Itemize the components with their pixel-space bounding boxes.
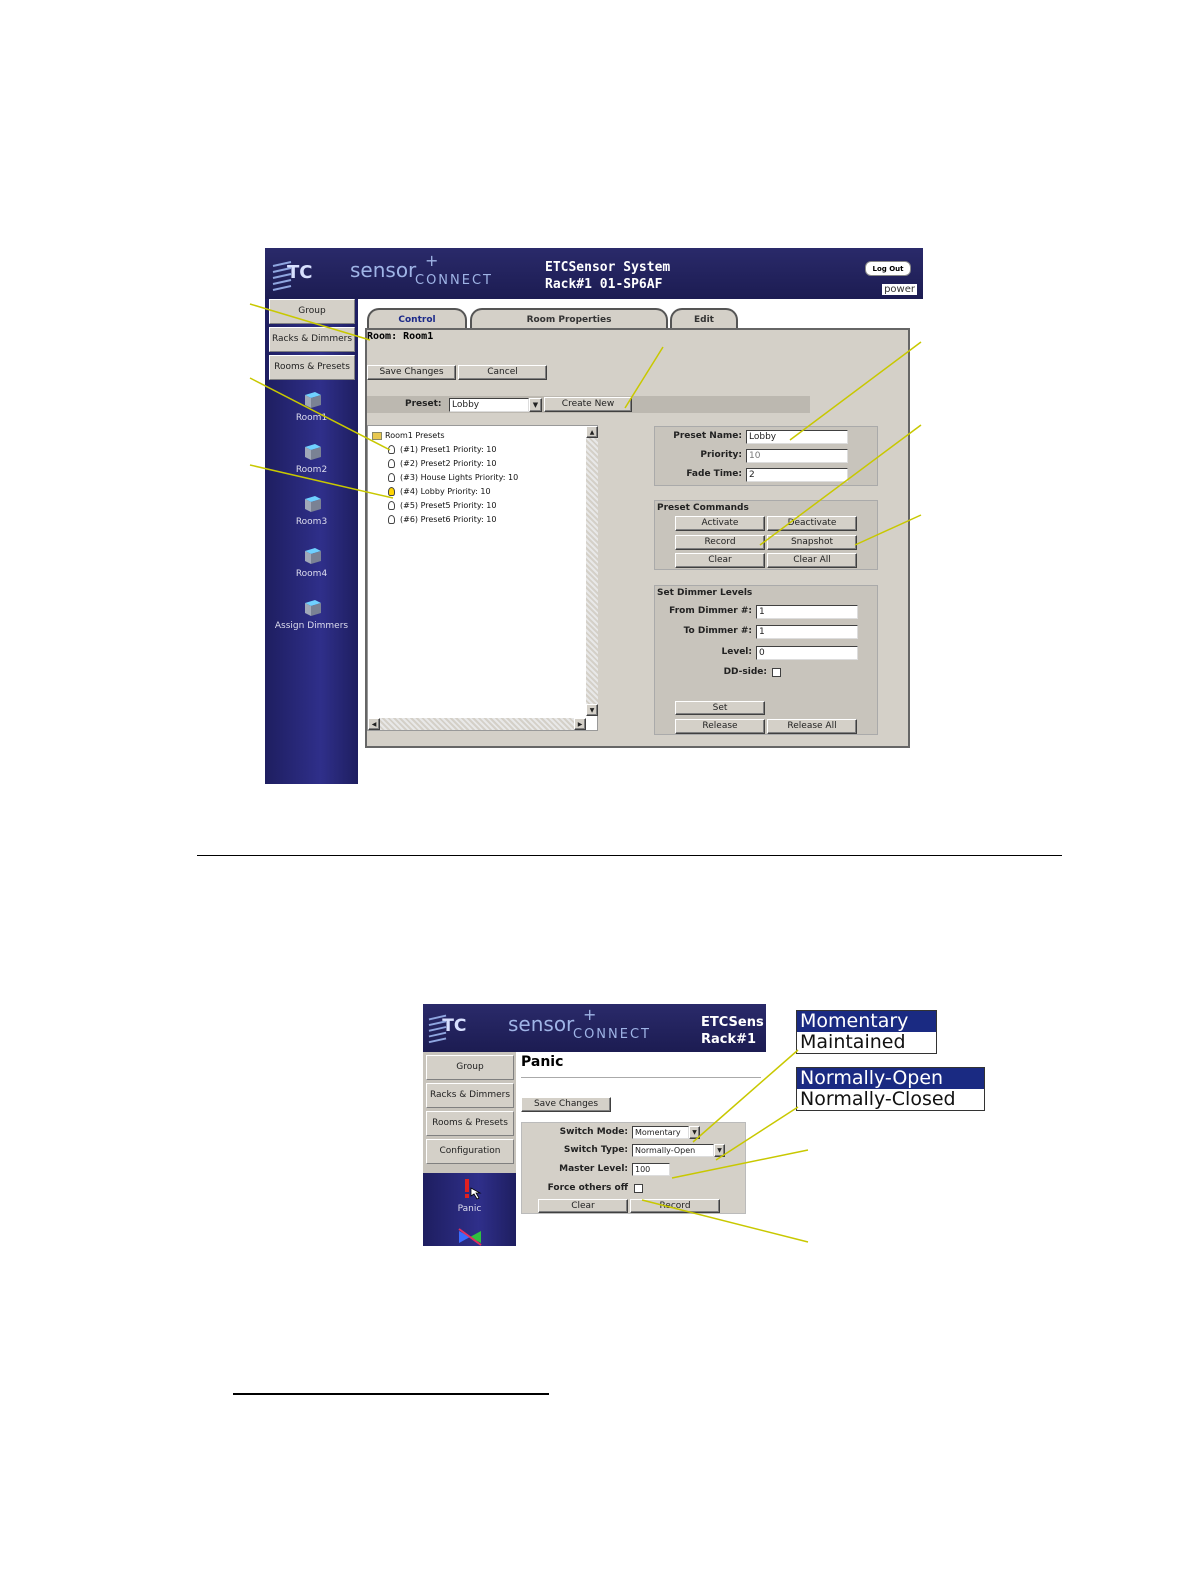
from-dimmer-label: From Dimmer #: xyxy=(669,606,752,616)
power-label: power xyxy=(884,284,915,295)
tree-item-1[interactable]: (#1) Preset1 Priority: 10 xyxy=(388,445,496,454)
preset-dropdown-arrow-icon[interactable]: ▼ xyxy=(529,398,542,412)
switch-mode-select[interactable]: Momentary xyxy=(632,1126,689,1139)
vertical-scrollbar[interactable] xyxy=(586,426,598,716)
room-label: Room1 xyxy=(295,413,328,423)
master-level-label: Master Level: xyxy=(559,1164,628,1174)
fade-time-label: Fade Time: xyxy=(686,469,742,479)
system-title: ETCSens xyxy=(701,1015,764,1030)
rack-title: Rack#1 xyxy=(701,1032,757,1047)
level-field[interactable]: 0 xyxy=(756,646,858,660)
preset-tree-panel xyxy=(367,425,598,731)
force-others-label: Force others off xyxy=(547,1183,628,1193)
room-label: Room4 xyxy=(295,569,328,579)
app-header xyxy=(423,1004,766,1052)
preset-name-label: Preset Name: xyxy=(673,431,742,441)
sidebar xyxy=(423,1052,516,1246)
brand-connect: CONNECT xyxy=(415,273,493,288)
brand-plus-icon: + xyxy=(425,251,439,270)
sidebar-item-room4[interactable] xyxy=(265,547,358,579)
tree-item-4[interactable]: (#4) Lobby Priority: 10 xyxy=(388,487,491,496)
preset-properties-group xyxy=(654,426,878,486)
scroll-right-icon[interactable]: ▶ xyxy=(574,718,586,730)
force-others-checkbox[interactable] xyxy=(634,1184,643,1193)
scroll-down-icon[interactable]: ▼ xyxy=(586,704,598,716)
room-label: Room: Room1 xyxy=(367,331,434,342)
switch-mode-arrow-icon[interactable]: ▼ xyxy=(689,1126,700,1139)
room-label: Room3 xyxy=(295,517,328,527)
sidebar-icons xyxy=(423,1173,516,1246)
room-label: Room2 xyxy=(295,465,328,475)
clear-all-button[interactable]: Clear All xyxy=(767,553,857,568)
bulb-off-icon xyxy=(388,501,395,510)
svg-text:TC: TC xyxy=(287,262,313,283)
nav-racks-dimmers[interactable]: Racks & Dimmers xyxy=(269,327,355,352)
save-changes-button[interactable]: Save Changes xyxy=(367,365,456,380)
svg-text:TC: TC xyxy=(442,1015,467,1036)
record-button[interactable]: Record xyxy=(675,535,765,550)
clear-button[interactable]: Clear xyxy=(675,553,765,568)
switch-type-arrow-icon[interactable]: ▼ xyxy=(714,1144,725,1157)
room-cube-icon xyxy=(301,599,323,617)
release-button[interactable]: Release xyxy=(675,719,765,734)
scroll-left-icon[interactable]: ◀ xyxy=(368,718,380,730)
sidebar-item-assign-dimmers[interactable] xyxy=(265,599,358,631)
preset-commands-title: Preset Commands xyxy=(657,503,749,513)
release-all-button[interactable]: Release All xyxy=(767,719,857,734)
preset-commands-group xyxy=(654,500,878,570)
panic-label: Panic xyxy=(457,1204,482,1214)
title-rule xyxy=(521,1077,761,1078)
option-momentary[interactable]: Momentary xyxy=(797,1011,936,1032)
dd-side-checkbox[interactable] xyxy=(772,668,781,677)
bulb-off-icon xyxy=(388,515,395,524)
preset-name-field[interactable]: Lobby xyxy=(746,430,848,444)
switch-mode-label: Switch Mode: xyxy=(559,1127,628,1137)
switch-type-select[interactable]: Normally-Open xyxy=(632,1144,714,1157)
nav-rooms-presets[interactable]: Rooms & Presets xyxy=(269,355,355,380)
room-cube-icon xyxy=(301,547,323,565)
preset-label: Preset: xyxy=(405,399,442,409)
option-maintained[interactable]: Maintained xyxy=(800,1031,906,1053)
panic-settings-group xyxy=(521,1122,746,1214)
bulb-off-icon xyxy=(388,473,395,482)
tree-item-5[interactable]: (#5) Preset5 Priority: 10 xyxy=(388,501,496,510)
tab-control[interactable]: Control xyxy=(367,308,467,330)
nav-rooms-presets[interactable]: Rooms & Presets xyxy=(426,1111,514,1136)
sidebar-item-room2[interactable] xyxy=(265,443,358,475)
switch-mode-options-popup xyxy=(796,1010,937,1054)
nav-group[interactable]: Group xyxy=(269,299,355,324)
bulb-off-icon xyxy=(388,445,395,454)
nav-configuration[interactable]: Configuration xyxy=(426,1139,514,1164)
tree-root[interactable] xyxy=(372,431,445,440)
scroll-up-icon[interactable]: ▲ xyxy=(586,426,598,438)
control-panel xyxy=(365,328,910,748)
etc-logo-icon xyxy=(271,254,313,294)
page-title: Panic xyxy=(521,1054,564,1070)
panic-screenshot xyxy=(423,1004,766,1246)
priority-label: Priority: xyxy=(700,450,742,460)
snapshot-button[interactable]: Snapshot xyxy=(767,535,857,550)
dd-side-label: DD-side: xyxy=(723,667,767,677)
bulb-on-icon xyxy=(388,487,395,496)
preset-select[interactable]: Lobby xyxy=(449,398,529,412)
option-normally-open[interactable]: Normally-Open xyxy=(797,1068,984,1089)
level-label: Level: xyxy=(721,647,752,657)
sidebar-item-panic[interactable] xyxy=(423,1178,516,1214)
sidebar-item-room3[interactable] xyxy=(265,495,358,527)
nav-racks-dimmers[interactable]: Racks & Dimmers xyxy=(426,1083,514,1108)
activate-button[interactable]: Activate xyxy=(675,516,765,531)
set-button[interactable]: Set xyxy=(675,701,765,715)
section-divider xyxy=(197,855,1062,856)
sidebar xyxy=(265,299,358,784)
logout-button[interactable]: Log Out xyxy=(865,261,911,276)
switch-type-label: Switch Type: xyxy=(563,1145,628,1155)
save-changes-button[interactable]: Save Changes xyxy=(521,1097,611,1112)
brand-sensor: sensor xyxy=(508,1012,575,1036)
deactivate-button[interactable]: Deactivate xyxy=(767,516,857,531)
tree-item-3[interactable]: (#3) House Lights Priority: 10 xyxy=(388,473,518,482)
sidebar-item-room1[interactable] xyxy=(265,391,358,423)
footnote-rule xyxy=(233,1393,549,1395)
room-cube-icon xyxy=(301,391,323,409)
etc-logo-icon xyxy=(427,1008,467,1046)
cancel-button[interactable]: Cancel xyxy=(458,365,547,380)
tab-edit[interactable]: Edit xyxy=(670,308,738,330)
priority-field[interactable]: 10 xyxy=(746,449,848,463)
nav-group[interactable]: Group xyxy=(426,1055,514,1080)
room-label: Assign Dimmers xyxy=(274,621,349,631)
from-dimmer-field[interactable]: 1 xyxy=(756,605,858,619)
tree-item-2[interactable]: (#2) Preset2 Priority: 10 xyxy=(388,459,496,468)
brand-plus-icon: + xyxy=(583,1005,597,1024)
configuration-icon[interactable] xyxy=(457,1227,483,1246)
rack-title: Rack#1 01-SP6AF xyxy=(545,277,663,292)
create-new-button[interactable]: Create New xyxy=(544,397,632,412)
master-level-field[interactable]: 100 xyxy=(632,1163,670,1176)
brand-sensor: sensor xyxy=(350,258,417,282)
horizontal-scrollbar[interactable] xyxy=(368,718,586,730)
fade-time-field[interactable]: 2 xyxy=(746,468,848,482)
system-title: ETCSensor System xyxy=(545,260,671,275)
bulb-off-icon xyxy=(388,459,395,468)
to-dimmer-label: To Dimmer #: xyxy=(683,626,752,636)
option-normally-closed[interactable]: Normally-Closed xyxy=(800,1088,956,1110)
folder-icon xyxy=(372,432,382,440)
app-header xyxy=(265,248,923,299)
set-dimmer-levels-group xyxy=(654,585,878,735)
brand-connect: CONNECT xyxy=(573,1027,651,1042)
to-dimmer-field[interactable]: 1 xyxy=(756,625,858,639)
switch-type-options-popup xyxy=(796,1067,985,1111)
clear-button[interactable]: Clear xyxy=(538,1199,628,1213)
set-dimmer-title: Set Dimmer Levels xyxy=(657,588,753,598)
panic-icon xyxy=(458,1178,482,1202)
room-presets-screenshot xyxy=(265,248,923,784)
record-button[interactable]: Record xyxy=(630,1199,720,1213)
room-cube-icon xyxy=(301,443,323,461)
tree-item-6[interactable]: (#6) Preset6 Priority: 10 xyxy=(388,515,496,524)
tab-room-properties[interactable]: Room Properties xyxy=(470,308,668,330)
room-cube-icon xyxy=(301,495,323,513)
tree-root-label: Room1 Presets xyxy=(385,431,445,440)
